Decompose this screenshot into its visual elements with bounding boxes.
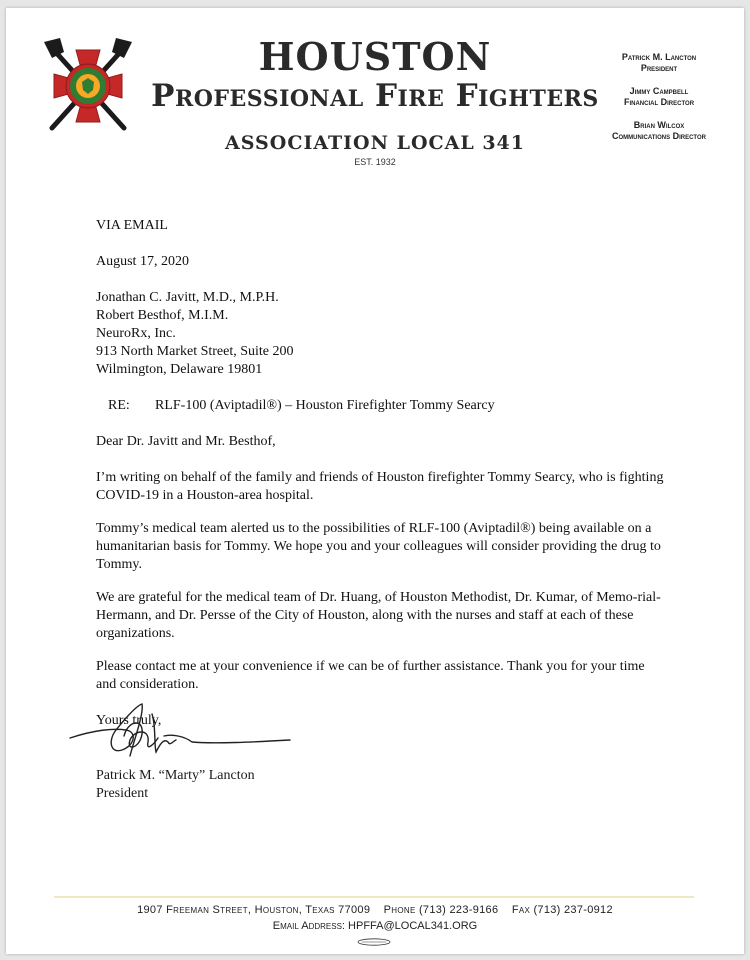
salutation: Dear Dr. Javitt and Mr. Besthof, [96,434,276,449]
paragraph: Tommy’s medical team alerted us to the possibilities of RLF-100 (Aviptadil®) being available on a humanitarian basis for Tommy. We hope you and your colleagues will consider providing the drug to Tommy. [96,521,661,572]
letter-date: August 17, 2020 [96,254,189,269]
officer-name: Brian Wilcox [633,120,685,130]
subject-label: RE: [108,398,130,413]
officer-name: Patrick M. Lancton [621,52,697,62]
officers-list [604,52,714,154]
officer-president [604,52,714,74]
officer-title: Communications Director [612,131,706,141]
union-bug-icon [356,938,392,946]
delivery-method: VIA EMAIL [96,218,168,233]
signature-block [96,767,255,803]
officer-financial-director [604,86,714,108]
subject-line [96,397,666,415]
signer-title: President [96,786,149,801]
closing: Yours truly, [96,713,162,728]
letterhead-title-professional: Professional Fire Fighters [151,78,599,114]
recipient-line: 913 North Market Street, Suite 200 [96,344,294,359]
officer-communications-director [604,120,714,142]
recipient-line: NeuroRx, Inc. [96,326,176,341]
paragraph: I’m writing on behalf of the family and friends of Houston firefighter Tommy Searcy, who is fighting COVID-19 in a Houston-area hospital. [96,470,664,503]
letterhead-title-houston: HOUSTON [258,34,492,79]
footer-address: 1907 Freeman Street, Houston, Texas 77009 Phone (713) 223-9166 Fax (713) 237-0912 [137,904,613,916]
officer-title: Financial Director [623,97,695,107]
officer-name: Jimmy Campbell [629,86,689,96]
recipient-line: Wilmington, Delaware 19801 [96,362,263,377]
letterhead-title-association: ASSOCIATION LOCAL 341 [225,132,525,154]
officer-title: President [640,63,678,73]
letter-body [96,217,666,730]
footer-divider [54,896,694,898]
handwritten-signature [64,700,294,766]
paragraph: Please contact me at your convenience if we can be of further assistance. Thank you for your time and consideration. [96,659,645,692]
recipient-address [96,289,666,379]
footer-email: Email Address: HPFFA@LOCAL341.ORG [272,920,478,932]
paragraph: We are grateful for the medical team of Dr. Huang, of Houston Methodist, Dr. Kumar, of Memo-rial-Hermann, and Dr. Persse of the City of Houston, along with the nurses and staff at each of these organizations. [96,590,661,641]
signer-name: Patrick M. “Marty” Lancton [96,768,255,783]
recipient-line: Jonathan C. Javitt, M.D., M.P.H. [96,290,279,305]
subject-text: RLF-100 (Aviptadil®) – Houston Firefighter Tommy Searcy [155,398,495,413]
recipient-line: Robert Besthof, M.I.M. [96,308,229,323]
established-year: EST. 1932 [354,157,396,167]
